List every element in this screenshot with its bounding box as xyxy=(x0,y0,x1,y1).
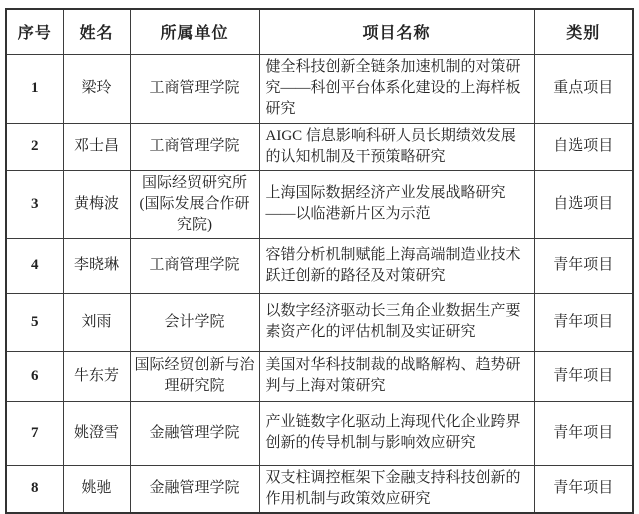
cell-project: 双支柱调控框架下金融支持科技创新的作用机制与政策效应研究 xyxy=(259,465,534,513)
cell-no: 8 xyxy=(6,465,63,513)
cell-no: 3 xyxy=(6,170,63,238)
cell-no: 6 xyxy=(6,351,63,401)
cell-name: 李晓琳 xyxy=(63,238,130,293)
column-header-unit: 所属单位 xyxy=(130,9,259,54)
cell-name: 姚澄雪 xyxy=(63,401,130,465)
cell-unit: 会计学院 xyxy=(130,293,259,351)
cell-project: 容错分析机制赋能上海高端制造业技术跃迁创新的路径及对策研究 xyxy=(259,238,534,293)
cell-name: 黄梅波 xyxy=(63,170,130,238)
cell-unit: 工商管理学院 xyxy=(130,123,259,170)
cell-category: 自选项目 xyxy=(534,123,633,170)
header-row xyxy=(6,9,633,54)
cell-name: 刘雨 xyxy=(63,293,130,351)
cell-project: AIGC 信息影响科研人员长期绩效发展的认知机制及干预策略研究 xyxy=(259,123,534,170)
cell-project: 健全科技创新全链条加速机制的对策研究——科创平台体系化建设的上海样板研究 xyxy=(259,54,534,123)
cell-unit: 国际经贸研究所(国际发展合作研究院) xyxy=(130,170,259,238)
cell-category: 青年项目 xyxy=(534,401,633,465)
cell-no: 4 xyxy=(6,238,63,293)
cell-project: 以数字经济驱动长三角企业数据生产要素资产化的评估机制及实证研究 xyxy=(259,293,534,351)
cell-project: 上海国际数据经济产业发展战略研究——以临港新片区为示范 xyxy=(259,170,534,238)
cell-unit: 金融管理学院 xyxy=(130,401,259,465)
cell-unit: 国际经贸创新与治理研究院 xyxy=(130,351,259,401)
cell-unit: 工商管理学院 xyxy=(130,238,259,293)
table-row xyxy=(6,123,633,170)
cell-category: 青年项目 xyxy=(534,293,633,351)
cell-category: 重点项目 xyxy=(534,54,633,123)
project-table xyxy=(5,8,634,514)
column-header-name: 姓名 xyxy=(63,9,130,54)
cell-no: 5 xyxy=(6,293,63,351)
cell-name: 邓士昌 xyxy=(63,123,130,170)
table-row xyxy=(6,238,633,293)
table-row xyxy=(6,465,633,513)
table-body xyxy=(6,54,633,513)
cell-no: 7 xyxy=(6,401,63,465)
cell-unit: 金融管理学院 xyxy=(130,465,259,513)
table-row xyxy=(6,54,633,123)
column-header-category: 类别 xyxy=(534,9,633,54)
cell-category: 青年项目 xyxy=(534,465,633,513)
table-row xyxy=(6,351,633,401)
cell-name: 牛东芳 xyxy=(63,351,130,401)
cell-no: 1 xyxy=(6,54,63,123)
cell-category: 青年项目 xyxy=(534,238,633,293)
table-header xyxy=(6,9,633,54)
cell-unit: 工商管理学院 xyxy=(130,54,259,123)
project-list-container xyxy=(5,8,634,514)
cell-category: 自选项目 xyxy=(534,170,633,238)
column-header-no: 序号 xyxy=(6,9,63,54)
table-row xyxy=(6,170,633,238)
cell-project: 美国对华科技制裁的战略解构、趋势研判与上海对策研究 xyxy=(259,351,534,401)
table-row xyxy=(6,293,633,351)
table-row xyxy=(6,401,633,465)
cell-name: 姚驰 xyxy=(63,465,130,513)
cell-category: 青年项目 xyxy=(534,351,633,401)
cell-name: 梁玲 xyxy=(63,54,130,123)
cell-project: 产业链数字化驱动上海现代化企业跨界创新的传导机制与影响效应研究 xyxy=(259,401,534,465)
cell-no: 2 xyxy=(6,123,63,170)
column-header-project: 项目名称 xyxy=(259,9,534,54)
